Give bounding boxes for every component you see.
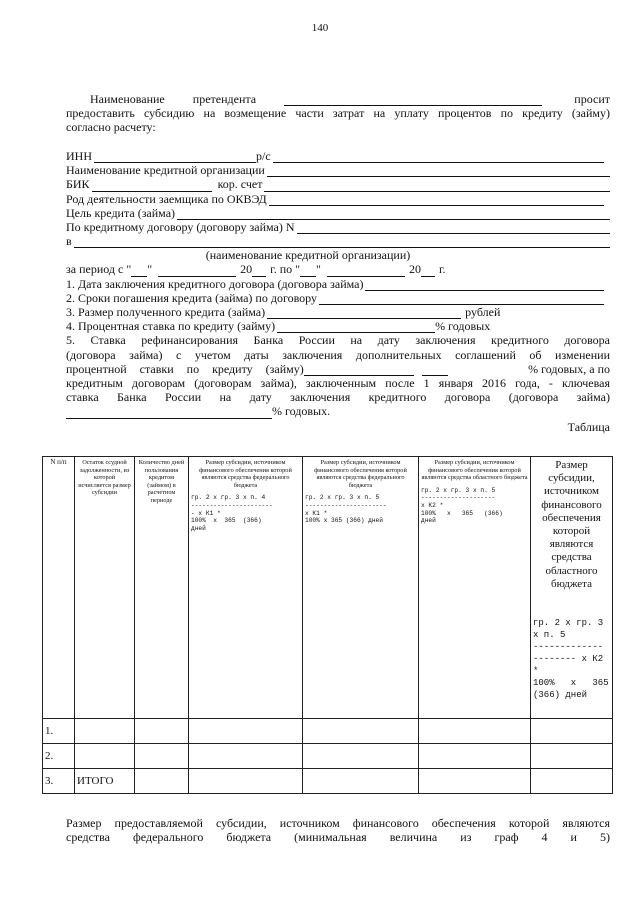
footer-line-2: средства федерального бюджета (минимальная величина из граф 4 и 5) [66,830,610,845]
header-federal-1-text: Размер субсидии, источником финансового обеспечения которой являются средства федерального бюджета [199,459,292,489]
item5-rate-field-2[interactable] [422,364,448,376]
row-cell-balance[interactable] [75,744,135,769]
intro-text-applicant: претендента [192,91,257,106]
kor-label: кор. счет [217,177,263,192]
intro-block [66,92,610,135]
item3-unit: рублей [465,305,501,320]
intro-text-requests: просит [574,91,610,106]
rs-field[interactable] [273,151,604,163]
intro-line-2: предоставить субсидию на возмещение части затрат на уплату процентов по кредиту (займу) [66,106,610,121]
row-cell-regional-2[interactable] [531,769,613,794]
period-to-label: г. по " [270,262,301,277]
item4-field[interactable] [277,321,435,333]
contract-row [66,220,610,234]
rs-label: р/с [256,148,271,163]
item5-rate-label: процентной ставки по кредиту (займу) [66,361,304,376]
page-number: 140 [311,22,329,34]
item4-row [66,319,610,333]
row-cell-regional-2[interactable] [531,744,613,769]
item4-unit: % годовых [435,319,491,334]
header-num-text: N п/п [50,458,67,466]
applicant-name-field[interactable] [284,94,542,106]
item5-rate-unit: % годовых, а по [528,361,610,376]
row-cell-days[interactable] [135,719,189,744]
footer-block [66,816,610,844]
row-cell-balance[interactable] [75,719,135,744]
item3-label: 3. Размер полученного кредита (займа) [66,305,266,320]
period-from-label: за период с " [66,262,132,277]
header-cell-balance [75,457,135,719]
header-regional-1-text: Размер субсидии, источником финансового обеспечения которой являются средства областного бюджета [421,459,528,482]
table-label: Таблица [567,419,610,434]
period-from-day-field[interactable] [131,265,147,277]
row-cell-regional-2[interactable] [531,719,613,744]
bank-caption-row [66,248,610,262]
period-row [66,263,610,277]
item5-line-1: 5. Ставка рефинансирования Банка России на дату заключения кредитного договора [66,333,610,348]
item2-row [66,291,610,305]
bank-row [66,234,610,248]
row-cell-federal-1[interactable] [189,744,303,769]
formula-regional-2: гр. 2 х гр. 3 х п. 5 ------------- -------- х К2 * 100% х 365 (366) дней [533,618,609,701]
contract-label: По кредитному договору (договору займа) N [66,219,295,234]
goal-field[interactable] [177,208,610,220]
row-total-label: ИТОГО [75,769,135,794]
row-cell-federal-2[interactable] [303,744,419,769]
bik-row [66,177,610,191]
item1-label: 1. Дата заключения кредитного договора (договора займа) [66,276,364,291]
bank-caption: (наименование кредитной организации) [205,248,411,263]
item1-field[interactable] [365,279,604,291]
period-to-year-prefix: 20 [408,262,421,277]
table-row [43,719,613,744]
header-cell-num [43,457,75,719]
item2-field[interactable] [319,293,604,305]
inn-field[interactable] [94,151,256,163]
inn-label: ИНН [66,148,92,163]
header-cell-regional-1 [419,457,531,719]
header-balance-text: Остаток ссудной задолженности, из которой исчисляется размер субсидии [78,459,131,497]
table-row [43,744,613,769]
header-days-text: Количество дней пользования кредитом (займом) в расчетном периоде [138,459,185,504]
row-cell-regional-1[interactable] [419,769,531,794]
credit-org-field[interactable] [267,165,610,177]
row-cell-federal-2[interactable] [303,769,419,794]
period-from-year-field[interactable] [252,265,266,277]
intro-text-name: Наименование [90,91,165,106]
credit-org-label: Наименование кредитной организации [66,163,265,178]
row-num: 2. [43,744,75,769]
period-to-day-field[interactable] [300,265,316,277]
header-regional-2-text: Размер субсидии, источником финансового обеспечения которой являются средства областного бюджета [541,459,602,590]
bank-name-field[interactable] [74,236,610,248]
item4-label: 4. Процентная ставка по кредиту (займу) [66,319,276,334]
table-header-row [43,457,613,719]
period-from-month-field[interactable] [158,265,236,277]
row-num: 1. [43,719,75,744]
item3-row [66,305,610,319]
table-row [43,769,613,794]
intro-line-1 [66,92,610,106]
okved-label: Род деятельности заемщика по ОКВЭД [66,191,267,206]
header-cell-regional-2 [531,457,613,719]
goal-label: Цель кредита (займа) [66,205,176,220]
item2-label: 2. Сроки погашения кредита (займа) по договору [66,290,317,305]
row-cell-days[interactable] [135,769,189,794]
period-from-year-prefix: 20 [240,262,253,277]
header-cell-days [135,457,189,719]
formula-federal-1: гр. 2 х гр. 3 х п. 4 ---------------------- - х К1 * 100% х 365 (366) дней [191,494,273,532]
key-rate-unit: % годовых. [272,404,331,419]
row-cell-days[interactable] [135,744,189,769]
row-num: 3. [43,769,75,794]
formula-regional-1: гр. 2 х гр. 3 х п. 5 -------------------- х К2 * 100% х 365 (366) дней [421,486,503,525]
contract-number-field[interactable] [297,222,610,234]
bik-label: БИК [66,177,90,192]
row-cell-regional-1[interactable] [419,744,531,769]
key-rate-field[interactable] [66,407,272,419]
calculation-table [42,456,613,794]
row-cell-federal-1[interactable] [189,719,303,744]
item5-line-3 [66,362,610,376]
row-cell-regional-1[interactable] [419,719,531,744]
period-quote: " [147,262,153,277]
item5-line-4: кредитным договорам (договорам займа), заключенным после 1 января 2016 года, - ключевая [66,376,610,391]
intro-line-3: согласно расчету: [66,120,156,135]
okved-row [66,192,610,206]
period-quote-2: " [316,262,321,277]
formula-federal-2: гр. 2 х гр. 3 х п. 5 ---------------------- х К1 * 100% х 365 (366) дней [305,494,387,525]
period-to-year-field[interactable] [421,265,435,277]
kor-field[interactable] [264,180,610,192]
goal-row [66,206,610,220]
footer-line-1: Размер предоставляемой субсидии, источником финансового обеспечения которой являются [66,816,610,830]
period-year-suffix: г. [438,262,446,277]
item1-row [66,277,610,291]
item5-line-6 [66,404,610,418]
fields-block [66,149,610,434]
period-to-month-field[interactable] [327,265,405,277]
item5-line-2: (договора займа) с учетом даты заключения дополнительных соглашений об изменении [66,347,610,362]
bank-in-label: в [66,234,72,249]
header-federal-2-text: Размер субсидии, источником финансового обеспечения которой являются средства федерального бюджета [314,459,407,489]
header-cell-federal-2 [303,457,419,719]
item3-field[interactable] [267,307,461,319]
header-cell-federal-1 [189,457,303,719]
inn-row [66,149,610,163]
item5-rate-field[interactable] [304,364,414,376]
item5-line-5: ставка Банка России на дату заключения кредитного договора (договора займа) [66,390,610,405]
bik-field[interactable] [92,180,212,192]
row-cell-federal-1[interactable] [189,769,303,794]
credit-org-row [66,163,610,177]
okved-field[interactable] [269,194,604,206]
row-cell-federal-2[interactable] [303,719,419,744]
